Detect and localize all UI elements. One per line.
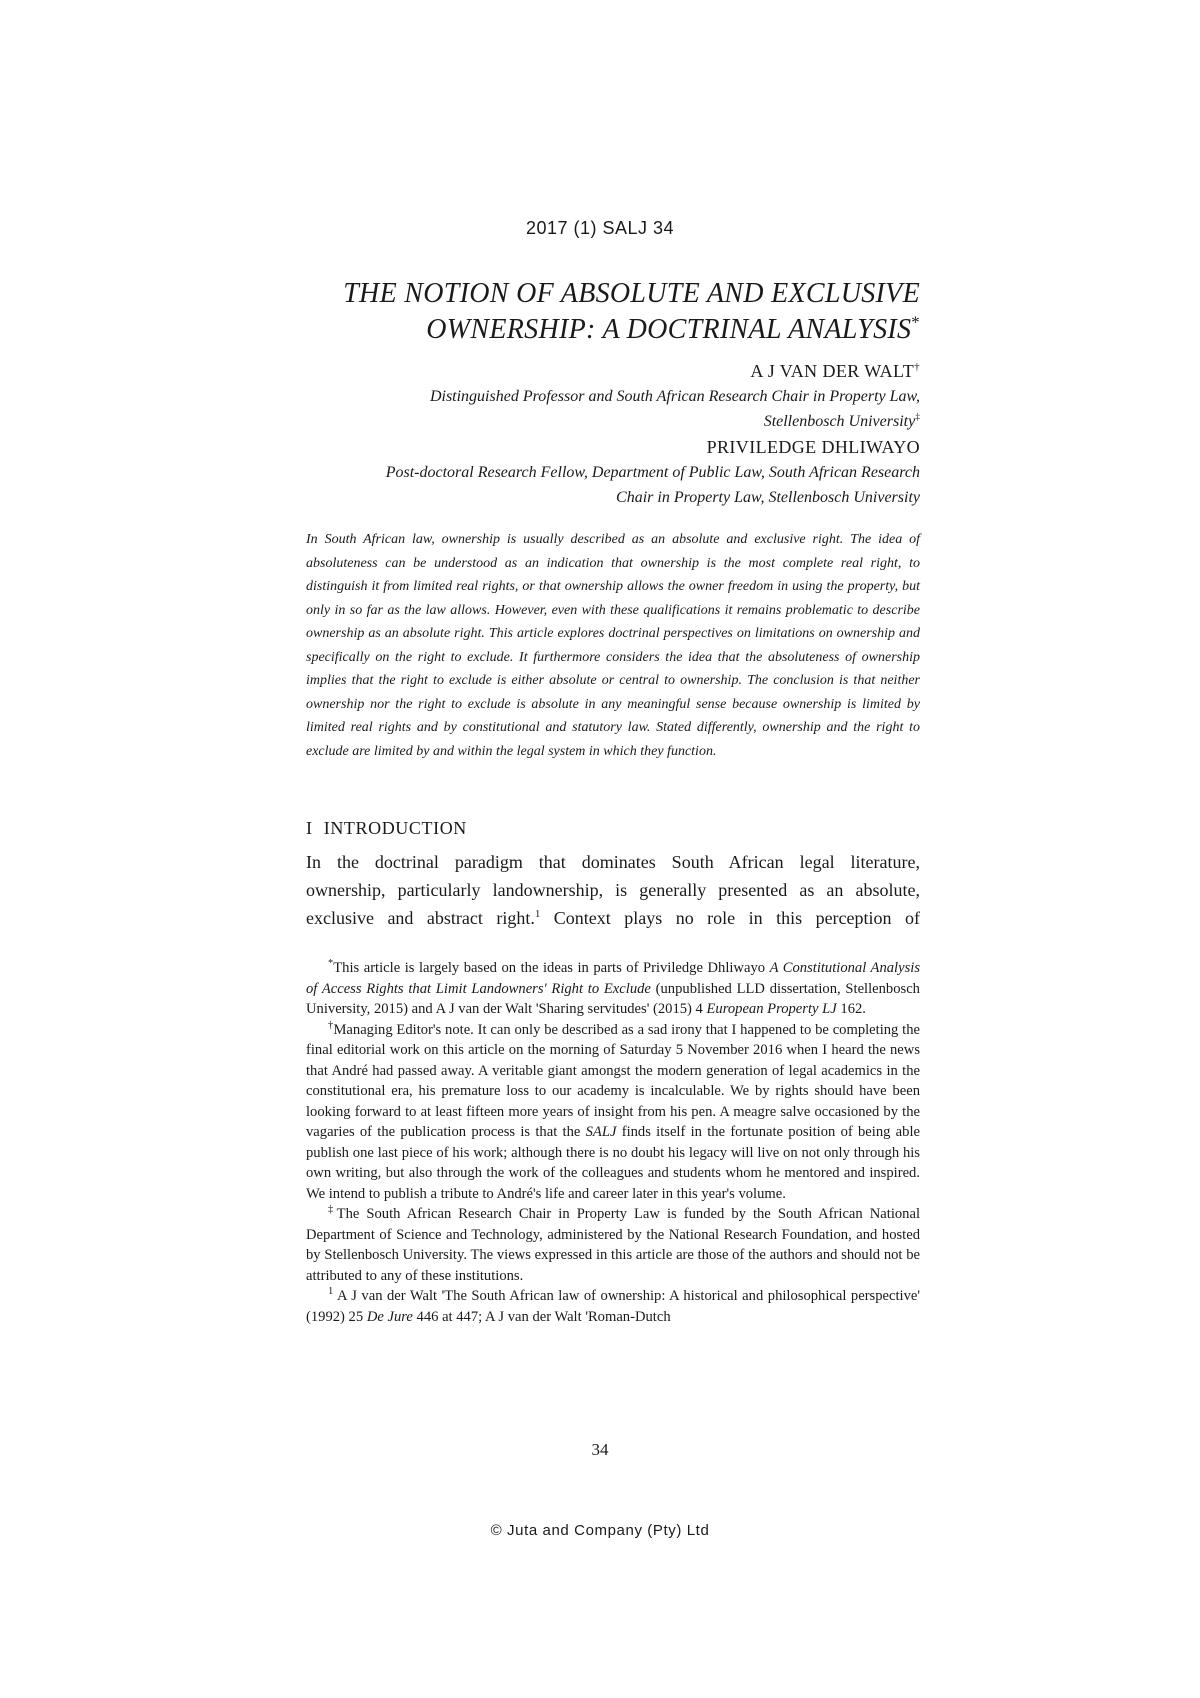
author-1 (306, 358, 920, 384)
affiliation-footnote-mark[interactable]: ‡ (915, 411, 920, 423)
footnote-double-dagger-mark: ‡ (328, 1204, 337, 1216)
footnote-dagger-mark: † (328, 1019, 334, 1031)
author-2 (306, 434, 920, 460)
title-line-1: THE NOTION OF ABSOLUTE AND EXCLUSIVE (343, 278, 920, 309)
title-line-2 (306, 312, 920, 348)
author-1-name: A J VAN DER WALT (750, 361, 915, 381)
footnote-star-dissertation-title: A Constitutional Analysis of Access Rights that Limit Landowners' Right to Exclude (306, 960, 920, 997)
body-line-3 (306, 904, 920, 932)
journal-citation: 2017 (1) SALJ 34 (525, 218, 675, 238)
body-line-3-start: exclusive and abstract right. (306, 908, 535, 928)
article-title (306, 276, 920, 348)
author-1-affiliation-line-2 (306, 409, 920, 434)
author-2-affiliation-line-1: Post-doctoral Research Fellow, Department of Public Law, South African Research (385, 464, 920, 481)
footnote-1-journal: De Jure (366, 1308, 413, 1325)
title-footnote-mark[interactable]: * (911, 312, 920, 332)
footnote-1-text: A J van der Walt 'The South African law of ownership: A historical and philosophical perspective' (1992) 25 (306, 1288, 921, 1325)
author-1-affiliation-line-1: Distinguished Professor and South African Research Chair in Property Law, (429, 388, 920, 405)
footnote-dagger (306, 1020, 920, 1205)
section-number: I (306, 818, 313, 838)
footnote-dagger-journal: SALJ (585, 1124, 617, 1140)
body-line-1: In the doctrinal paradigm that dominates South African legal literature, (306, 852, 920, 872)
footnote-star-text: This article is largely based on the ideas in parts of Priviledge Dhliwayo (333, 960, 770, 976)
author-2-affiliation-line-2: Chair in Property Law, Stellenbosch University (616, 489, 920, 506)
footnote-dagger-text-2: finds itself in the fortunate position of being able publish one last piece of his work; although there is no doubt his legacy will live on not only through his own writing, but also through the work of the colleagues and students whom he mentored and inspired. We intend to publish a tribute to André's life and career later in this year's volume. (306, 1124, 920, 1202)
footnote-double-dagger-text: The South African Research Chair in Property Law is funded by the South African National Department of Science and Technology, administered by the National Research Foundation, and hosted by Stellenbosch University. The views expressed in this article are those of the authors and should not be attributed to any of these institutions. (306, 1206, 920, 1284)
authors-block (306, 358, 920, 510)
body-footnote-ref-1[interactable]: 1 (534, 908, 541, 920)
page-number: 34 (591, 1440, 609, 1459)
section-title: INTRODUCTION (323, 818, 467, 838)
abstract-text: In South African law, ownership is usually described as an absolute and exclusive right. The idea of absoluteness can be understood as an indication that ownership is the most complete real right, to distinguish it from limited real rights, or that ownership allows the owner freedom in using the property, but only in so far as the law allows. However, even with these qualifications it remains problematic to describe ownership as an absolute right. This article explores doctrinal perspectives on limitations on ownership and specifically on the right to exclude. It furthermore considers the idea that the absoluteness of ownership implies that the right to exclude is either absolute or central to ownership. The conclusion is that neither ownership nor the right to exclude is absolute in any meaningful sense because ownership is limited by limited real rights and by constitutional and statutory law. Stated differently, ownership and the right to exclude are limited by and within the legal system in which they function. (306, 532, 920, 759)
copyright-notice: © Juta and Company (Pty) Ltd (490, 1522, 710, 1539)
footnote-1-mark: 1 (328, 1286, 334, 1298)
author-1-affiliation-institution: Stellenbosch University (763, 413, 916, 430)
body-text (306, 848, 920, 932)
body-line-3-end: Context plays no role in this perception of (540, 908, 920, 928)
footnote-double-dagger (306, 1204, 920, 1286)
footnote-1 (306, 1286, 920, 1327)
footnote-star-mark: * (328, 958, 334, 970)
footnote-star-journal: European Property LJ (706, 1001, 837, 1017)
footnote-star-text-2: (unpublished LLD dissertation, Stellenbosch University, 2015) and A J van der Walt 'Sharing servitudes' (2015) 4 (306, 980, 920, 1017)
author-1-footnote-mark[interactable]: † (914, 361, 920, 373)
footnote-1-text-2: 446 at 447; A J van der Walt 'Roman-Dutch (412, 1308, 671, 1325)
section-heading (306, 818, 920, 839)
author-2-affiliation (306, 460, 920, 510)
body-line-2: ownership, particularly landownership, is generally presented as an absolute, (306, 880, 920, 900)
footnote-star (306, 958, 920, 1020)
footnote-star-text-3: 162. (836, 1001, 866, 1017)
author-2-name: PRIVILEDGE DHLIWAYO (706, 437, 920, 457)
footnotes (306, 958, 920, 1327)
author-1-affiliation (306, 384, 920, 434)
title-line-2-text: OWNERSHIP: A DOCTRINAL ANALYSIS (426, 314, 912, 345)
footnote-dagger-text: Managing Editor's note. It can only be described as a sad irony that I happened to be completing the final editorial work on this article on the morning of Saturday 5 November 2016 when I heard the news that André had passed away. A veritable giant amongst the modern generation of legal academics in the constitutional era, his premature loss to our academy is incalculable. We by rights should have been looking forward to at least fifteen more years of insight from his pen. A meagre salve occasioned by the vagaries of the publication process is that the (306, 1021, 921, 1140)
abstract (306, 528, 920, 763)
